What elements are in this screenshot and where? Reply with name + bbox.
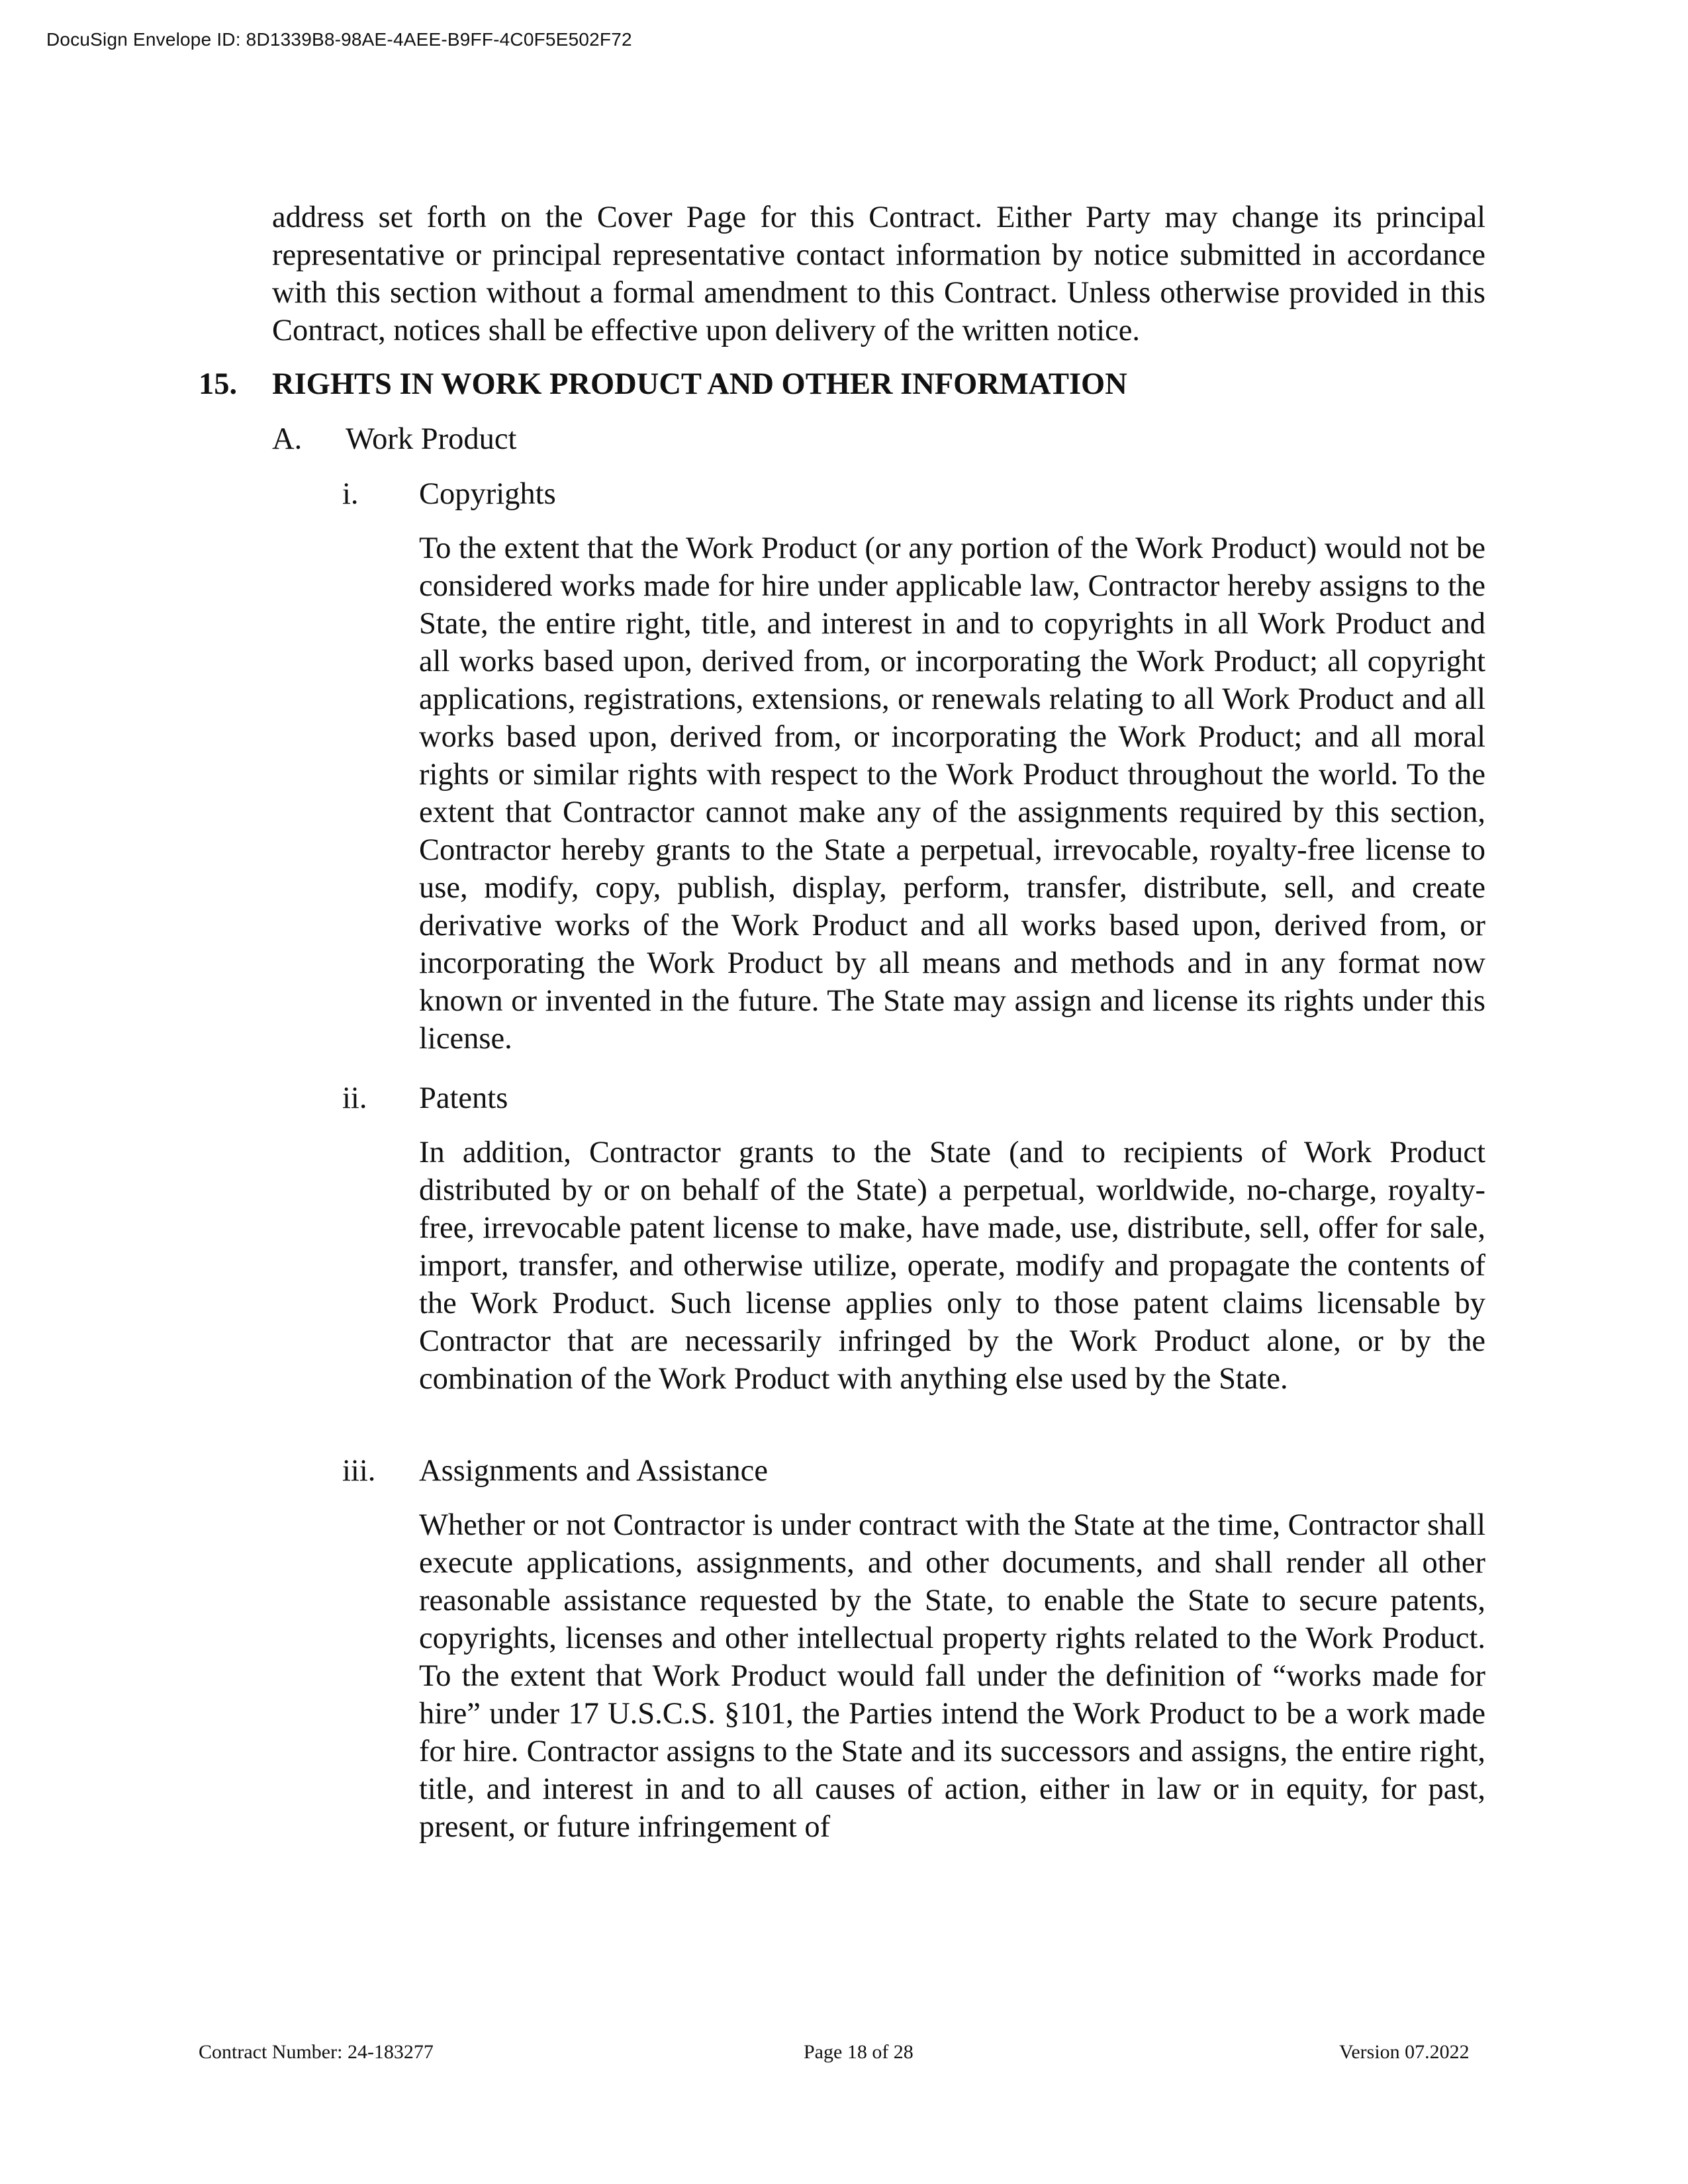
footer-version: Version 07.2022 [1339, 2041, 1470, 2063]
item-title-patents: Patents [419, 1081, 508, 1115]
envelope-id: DocuSign Envelope ID: 8D1339B8-98AE-4AEE-B9FF-4C0F5E502F72 [46, 29, 632, 50]
section-number: 15. [199, 367, 238, 401]
item-numeral: i. [342, 477, 359, 511]
subsection-letter: A. [272, 422, 303, 456]
patents-paragraph: In addition, Contractor grants to the State (and to recipients of Work Product distributed by or on behalf of the State) a perpetual, worldwide, no-charge, royalty-free, irrevocable patent license to make, have made, use, distribute, sell, offer for sale, import, transfer, and otherwise utilize, operate, modify and propagate the contents of the Work Product. Such license applies only to those patent claims licensable by Contractor that are necessarily infringed by the Work Product alone, or by the combination of the Work Product with anything else used by the State. [419, 1136, 1485, 1396]
section-title: RIGHTS IN WORK PRODUCT AND OTHER INFORMATION [272, 367, 1127, 401]
continuation-paragraph: address set forth on the Cover Page for this Contract. Either Party may change its principal representative or principal representative contact information by notice submitted in accordance with this section without a formal amendment to this Contract. Unless otherwise provided in this Contract, notices shall be effective upon delivery of the written notice. [272, 201, 1485, 347]
item-title-assignments: Assignments and Assistance [419, 1454, 768, 1488]
item-numeral: ii. [342, 1081, 367, 1115]
subsection-title: Work Product [346, 422, 517, 456]
item-numeral: iii. [342, 1454, 376, 1488]
footer-contract-number: Contract Number: 24-183277 [199, 2041, 434, 2063]
assignments-paragraph: Whether or not Contractor is under contract with the State at the time, Contractor shall execute applications, assignments, and other documents, and shall render all other reasonable assistance requested by the State, to enable the State to secure patents, copyrights, licenses and other intellectual property rights related to the Work Product. To the extent that Work Product would fall under the definition of “works made for hire” under 17 U.S.C.S. §101, the Parties intend the Work Product to be a work made for hire. Contractor assigns to the State and its successors and assigns, the entire right, title, and interest in and to all causes of action, either in law or in equity, for past, present, or future infringement of [419, 1508, 1485, 1844]
item-title-copyrights: Copyrights [419, 477, 556, 511]
footer-page-number: Page 18 of 28 [804, 2041, 914, 2063]
copyrights-paragraph: To the extent that the Work Product (or any portion of the Work Product) would not be considered works made for hire under applicable law, Contractor hereby assigns to the State, the entire right, title, and interest in and to copyrights in all Work Product and all works based upon, derived from, or incorporating the Work Product; all copyright applications, registrations, extensions, or renewals relating to all Work Product and all works based upon, derived from, or incorporating the Work Product; and all moral rights or similar rights with respect to the Work Product throughout the world. To the extent that Contractor cannot make any of the assignments required by this section, Contractor hereby grants to the State a perpetual, irrevocable, royalty-free license to use, modify, copy, publish, display, perform, transfer, distribute, sell, and create derivative works of the Work Product and all works based upon, derived from, or incorporating the Work Product by all means and methods and in any format now known or invented in the future. The State may assign and license its rights under this license. [419, 531, 1485, 1056]
